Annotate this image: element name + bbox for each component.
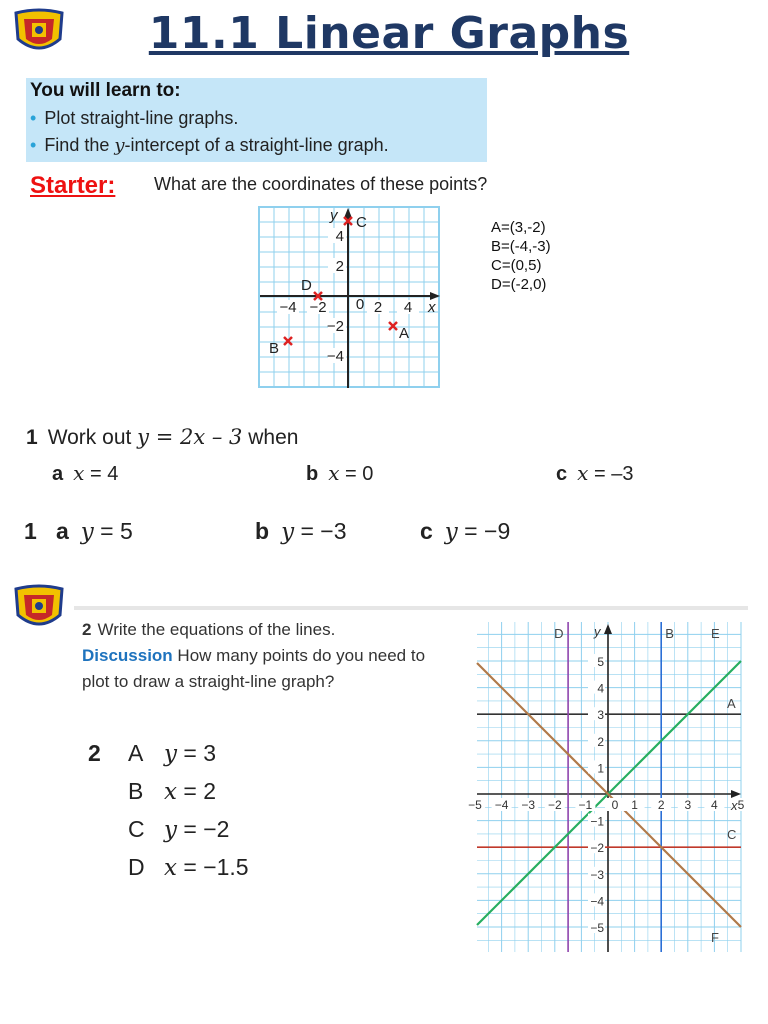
x-tick-label: −3 — [521, 798, 536, 812]
point-label-b: B — [269, 340, 280, 357]
answer-2-line-b: B x = 2 — [128, 778, 216, 805]
learning-objectives-heading: You will learn to: — [30, 80, 181, 101]
answer-1-c: c y = −9 — [420, 518, 511, 545]
line-label-a: A — [727, 696, 736, 712]
answer-1-b: b y = −3 — [255, 518, 347, 545]
question-1-part-c: c x = –3 — [556, 461, 634, 485]
x-axis-label: x — [428, 299, 436, 316]
x-axis-label: x — [731, 798, 738, 813]
answer-1-a: a y = 5 — [56, 518, 133, 545]
answer-a: A=(3,-2) — [491, 219, 546, 236]
y-axis-label: y — [594, 624, 601, 639]
line-label-c: C — [727, 827, 737, 843]
question-1-part-b: b x = 0 — [306, 461, 374, 485]
grid-background — [477, 622, 741, 952]
answer-1-number: 1 — [24, 518, 37, 544]
x-tick-label: 3 — [684, 798, 692, 812]
y-tick-label: 5 — [597, 655, 604, 669]
answer-2-number: 2 — [88, 740, 101, 766]
answer-2-line-d: D x = −1.5 — [128, 854, 249, 881]
bullet-icon: • — [30, 135, 37, 155]
page-title: 11.1 Linear Graphs — [148, 8, 630, 59]
starter-question: What are the coordinates of these points? — [154, 174, 488, 194]
y-axis-label: y — [330, 207, 338, 224]
answer-c: C=(0,5) — [491, 257, 542, 274]
starter-coordinate-grid — [258, 206, 442, 390]
answer-2-line-a: A y = 3 — [128, 740, 217, 767]
line-label-b: B — [665, 626, 674, 641]
x-tick-label: 1 — [631, 798, 638, 812]
point-label-d: D — [301, 277, 312, 294]
y-tick-label: 2 — [597, 734, 604, 749]
answer-d: D=(-2,0) — [491, 276, 547, 293]
bullet-icon: • — [30, 108, 37, 128]
y-tick-label: −2 — [326, 318, 344, 335]
x-tick-label: 0 — [611, 798, 619, 812]
y-tick-label: 1 — [597, 761, 604, 776]
y-tick-label: 3 — [597, 708, 604, 723]
starter-label: Starter: — [30, 172, 116, 199]
y-tick-label: −4 — [590, 894, 604, 909]
y-tick-label: −2 — [590, 841, 604, 856]
point-label-a: A — [399, 325, 410, 342]
learning-objective-item: • Plot straight-line graphs. — [30, 108, 239, 128]
origin-label: 0 — [355, 296, 365, 313]
x-tick-label: −4 — [494, 798, 509, 812]
x-tick-label: −5 — [468, 798, 482, 812]
line-label-d: D — [554, 626, 564, 641]
school-crest-logo — [14, 585, 64, 631]
y-tick-label: −4 — [326, 348, 344, 365]
question-1-part-a: a x = 4 — [52, 461, 119, 485]
discussion-label: Discussion — [82, 646, 173, 665]
line-label-e: E — [711, 626, 720, 641]
y-tick-label: 4 — [597, 681, 604, 696]
x-tick-label: 4 — [403, 299, 413, 316]
lines-coordinate-grid — [468, 622, 745, 952]
x-tick-label: −2 — [309, 299, 327, 316]
y-tick-label: −5 — [590, 921, 604, 935]
question-2: 2 Write the equations of the lines. Discussion How many points do you need to plot to draw a straight-line graph? — [82, 620, 426, 691]
question-1: 1 Work out y = 2x – 3 when — [26, 425, 299, 449]
x-tick-label: 2 — [373, 299, 383, 316]
answer-b: B=(-4,-3) — [491, 238, 551, 255]
y-tick-label: −3 — [590, 867, 604, 882]
x-tick-label: −4 — [279, 299, 297, 316]
x-tick-label: 5 — [737, 798, 745, 812]
y-tick-label: 2 — [335, 258, 344, 275]
x-tick-label: 2 — [657, 798, 665, 812]
y-tick-label: −1 — [590, 814, 604, 829]
starter-answers — [491, 218, 551, 294]
answer-2-line-c: C y = −2 — [128, 816, 230, 843]
line-label-f: F — [711, 930, 719, 945]
x-tick-label: −1 — [578, 798, 593, 812]
point-label-c: C — [356, 214, 367, 231]
x-tick-label: −2 — [547, 798, 562, 812]
x-tick-label: 4 — [711, 798, 718, 812]
y-tick-label: 4 — [335, 228, 344, 245]
section-divider — [74, 606, 748, 610]
learning-objective-item: • Find the y-intercept of a straight-line graph. — [30, 135, 389, 156]
